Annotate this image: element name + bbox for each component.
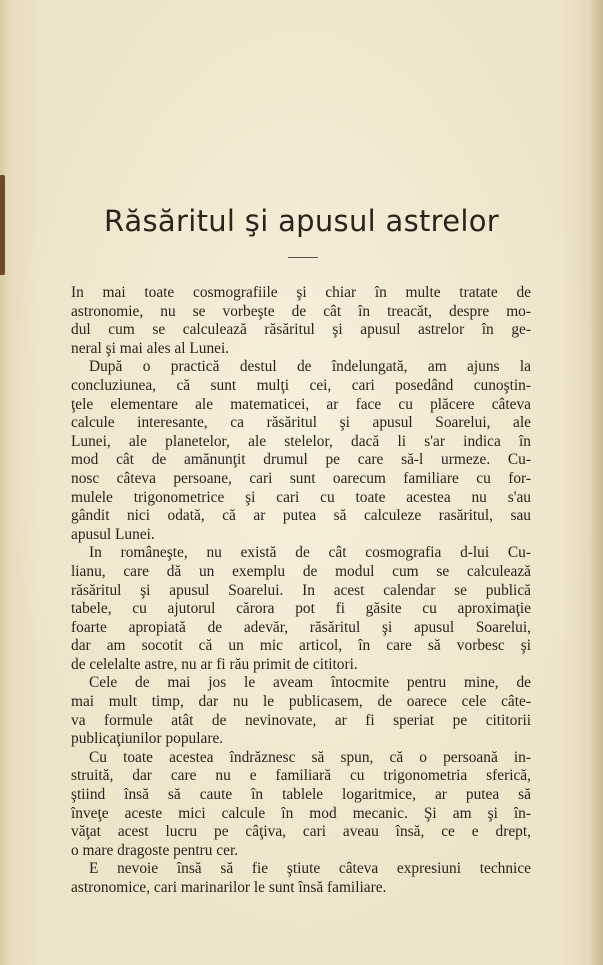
paragraph [71, 860, 531, 897]
paragraph [71, 284, 531, 358]
paragraph [71, 749, 531, 861]
text-line: înveţe aceste mici calcule în mod mecanic. Şi am şi în- [71, 804, 531, 822]
text-line: nosc câteva persoane, cari sunt oarecum familiare cu for- [71, 469, 531, 487]
text-line: ştiind însă să caute în tablele logaritmice, ar putea să [71, 786, 531, 804]
title-divider [288, 257, 318, 258]
text-line: astronomice, cari marinarilor le sunt însă familiare. [71, 879, 387, 896]
text-line: struită, dar care nu e familiară cu trigonometria sferică, [71, 767, 531, 785]
text-line: tabele, cu ajutorul cărora pot fi găsite cu aproximaţie [71, 600, 531, 618]
text-line: văţat acest lucru pe câţiva, cari aveau însă, ce e drept, [71, 823, 531, 841]
page-edge-shadow [589, 0, 603, 965]
text-line: In mai toate cosmografiile şi chiar în multe tratate de [71, 284, 531, 301]
paragraph [71, 358, 531, 544]
text-line: După o practică destul de îndelungată, am ajuns la [89, 358, 531, 376]
text-line: In româneşte, nu există de cât cosmografia d-lui Cu- [89, 544, 531, 562]
text-line: mod cât de amănunţit drumul pe care să-l urmeze. Cu- [71, 451, 531, 469]
text-line: apusul Lunei. [71, 525, 155, 543]
text-line: foarte apropiată de adevăr, răsăritul şi apusul Soarelui, [71, 618, 531, 636]
page-title: Răsăritul şi apusul astrelor [103, 204, 499, 238]
text-line: ţele elementare ale matematicei, ar face cu plăcere câteva [71, 395, 531, 413]
text-line: astronomie, nu se vorbeşte de cât în treacăt, despre mo- [71, 302, 531, 320]
text-line: concluziunea, că sunt mulţi cei, cari posedând cunoştin- [71, 376, 531, 394]
text-line: dul cum se calculează răsăritul şi apusul astrelor în ge- [71, 321, 531, 339]
text-line: dar am socotit că un mic articol, în care să vorbesc şi [71, 637, 531, 655]
text-line: Cu toate acestea îndrăznesc să spun, că o persoană in- [89, 748, 531, 766]
text-line: mulele trigonometrice şi cari cu toate acestea nu s'au [71, 488, 531, 506]
text-line: neral şi mai ales al Lunei. [71, 339, 230, 357]
text-line: va formule atât de nevinovate, ar fi speriat pe cititorii [71, 711, 531, 729]
text-line: calcule interesante, ca răsăritul şi apusul Soarelui, ale [71, 414, 531, 432]
text-line: E nevoie însă să fie ştiute câteva expresiuni technice [89, 860, 531, 878]
paragraph [71, 544, 531, 674]
text-line: o mare dragoste pentru cer. [71, 841, 239, 859]
article-body [71, 284, 531, 898]
text-line: mai mult timp, dar nu le publicasem, de oarece cele câte- [71, 693, 531, 711]
text-line: Lunei, ale planetelor, ale stelelor, dacă li s'ar indica în [71, 432, 531, 450]
text-line: răsăritul şi apusul Soarelui. In acest calendar se publică [71, 581, 531, 599]
text-line: publicaţiunilor populare. [71, 730, 224, 748]
text-line: gândit nici odată, că ar putea să calculeze rasăritul, sau [71, 507, 531, 525]
text-line: Cele de mai jos le aveam întocmite pentru mine, de [89, 674, 531, 692]
text-line: de celelalte astre, nu ar fi rău primit de cititori. [71, 655, 358, 673]
paragraph [71, 674, 531, 748]
text-line: lianu, care dă un exemplu de modul cum se calculează [71, 562, 531, 580]
